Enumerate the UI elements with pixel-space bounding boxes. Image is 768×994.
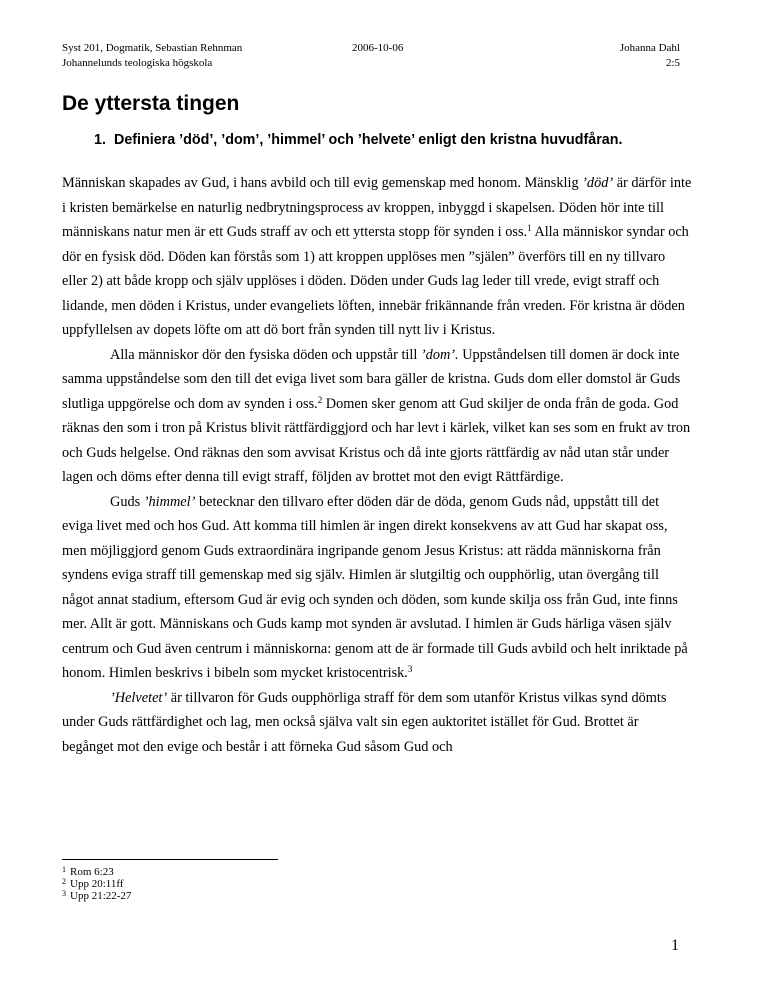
footnote-separator (62, 859, 278, 860)
text-run: Människan skapades av Gud, i hans avbild och till evig gemenskap med honom. Mänsklig (62, 175, 583, 191)
footnote-text: Rom 6:23 (70, 866, 114, 878)
school-line: Johannelunds teologiska högskola (62, 57, 213, 69)
text-run: Alla människor syndar och dör en fysisk död. Döden kan förstås som 1) att kroppen upplöses men ”själen” överförs till en ny tillvaro eller 2) att både kropp och själv upplöses i döden. Döden under Guds lag leder till vrede, evigt straff och lidande, men döden i Kristus, under evangeliets löften, innebär frikännande från vreden. För kristna är döden uppfyllelsen av dopets löfte om att dö bort från synden till nytt liv i Kristus. (62, 224, 689, 338)
footnote-3 (62, 890, 131, 902)
term-judgement: ’dom’. (420, 346, 459, 363)
course-line: Syst 201, Dogmatik, Sebastian Rehnman (62, 42, 243, 54)
footnote-number: 3 (62, 889, 66, 898)
text-run: är därför inte i kristen bemärkelse en naturlig nedbrytningsprocess av kroppen, inbyggd i skapelsen. Döden hör inte till människans natur men är ett Guds straff av och ett yttersta stopp för synden i oss. (62, 175, 692, 240)
text-run: Domen sker genom att Gud skiljer de onda från de goda. God räknas den som i tron på Kristus blivit rättfärdiggjord och har levt i kärlek, vilket kan ses som en frukt av tron och Guds helgelse. Ond räknas den som avvisat Kristus och då inte gjorts rättfärdig av nåd utan står under lagen och döms efter denna till evigt straff, följden av brottet mot den evigt Rättfärdige. (62, 395, 691, 485)
term-heaven: ’himmel’ (143, 493, 196, 510)
header-date (352, 41, 403, 56)
footnote-ref-1[interactable]: 1 (527, 223, 532, 233)
footnote-number: 1 (62, 865, 66, 874)
date-text: 2006-10-06 (352, 42, 404, 54)
paragraph-death (62, 171, 692, 343)
footnote-number: 2 (62, 877, 66, 886)
text-run: är tillvaron för Guds oupphörliga straff för dem som utanför Kristus vilkas synd dömts under Guds rättfärdighet och lag, men också själva valt sin egen auktoritet istället för Gud. Brottet är begånget mot den evige och består i att förneka Gud såsom Gud och (62, 689, 667, 755)
footnote-ref-3[interactable]: 3 (407, 664, 413, 674)
text-run: Guds (110, 493, 144, 510)
header-right (620, 41, 680, 71)
footnote-ref-2[interactable]: 2 (317, 394, 323, 405)
paragraph-heaven (62, 490, 692, 686)
author-name: Johanna Dahl (619, 42, 680, 54)
footnote-2 (62, 878, 131, 890)
term-hell: ’Helvetet’ (110, 689, 168, 706)
footnote-text: Upp 20:11ff (70, 878, 124, 890)
text-run: betecknar den tillvaro efter döden där de döda, genom Guds nåd, uppstått till det eviga livet med och hos Gud. Att komma till himlen är ingen direkt konsekvens av att Gud har skapat oss, men möjliggjord genom Guds extraordinära ingripande genom Jesus Kristus: att rädda människorna från syndens eviga straff till gemenskap med sig själv. Himlen är slutgiltig och oupphörlig, utan övergång till något annat stadium, eftersom Gud är evig och synden och döden, som kunde skilja oss från Gud, inte finns mer. Allt är gott. Människans och Guds kamp mot synden är avslutad. I himlen är Guds härliga väsen själv centrum och Gud även centrum i människorna: genom att de är formade till Guds avbild och helt inriktade på honom. Himlen beskrivs i bibeln som mycket kristocentrisk. (62, 493, 688, 681)
footnote-1 (62, 866, 131, 878)
text-run: Uppståndelsen till domen är dock inte samma uppståndelse som den till det eviga livet som bara gäller de kristna. Guds dom eller domstol är Guds slutliga uppgörelse och dom av synden i oss. (62, 346, 681, 412)
paragraph-hell (62, 686, 692, 760)
text-run: Alla människor dör den fysiska döden och uppstår till (110, 346, 421, 363)
paragraph-judgement (62, 343, 692, 490)
footnotes (62, 866, 131, 902)
assignment-id: 2:5 (665, 57, 680, 69)
question-text: Definiera ’död’, ’dom’, ’himmel’ och ’helvete’ enligt den kristna huvudfåran. (114, 132, 623, 148)
footnote-text: Upp 21:22-27 (70, 890, 132, 902)
header-left (62, 41, 242, 71)
question-heading (94, 132, 714, 148)
page-title: De yttersta tingen (62, 92, 240, 115)
term-death: ’död’ (582, 175, 614, 191)
page-number: 1 (671, 937, 679, 954)
question-number: 1. (94, 132, 106, 148)
body-text (62, 171, 692, 759)
